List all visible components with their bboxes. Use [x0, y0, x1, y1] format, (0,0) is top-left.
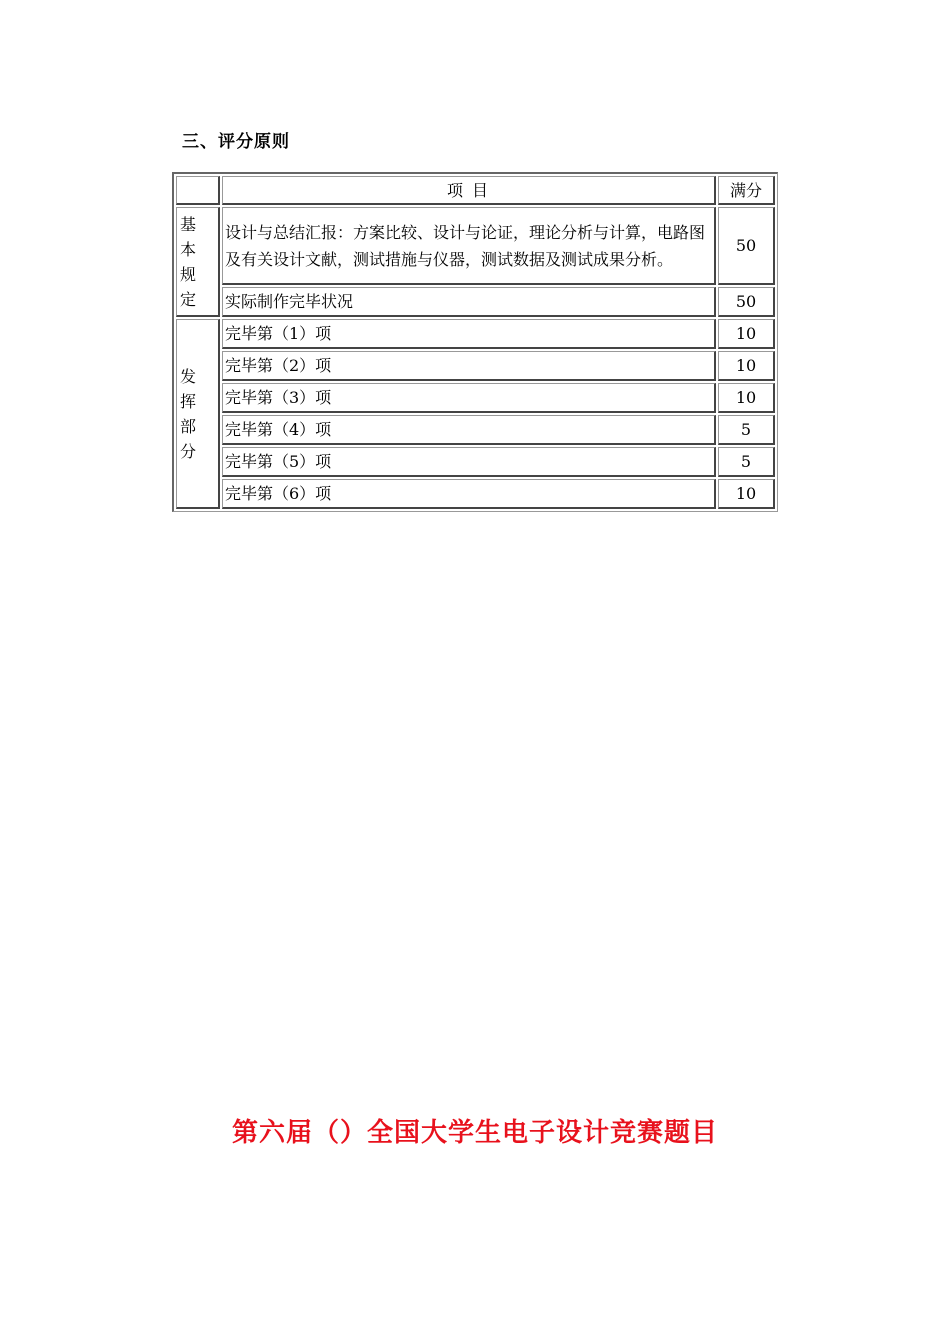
category-basic — [176, 207, 220, 317]
score-cell: 5 — [718, 447, 775, 477]
item-cell: 完毕第（6）项 — [222, 479, 716, 509]
score-cell: 5 — [718, 415, 775, 445]
item-cell: 完毕第（4）项 — [222, 415, 716, 445]
item-cell: 完毕第（5）项 — [222, 447, 716, 477]
item-cell: 完毕第（1）项 — [222, 319, 716, 349]
table-row — [176, 351, 775, 381]
item-cell: 设计与总结汇报：方案比较、设计与论证，理论分析与计算，电路图及有关设计文献，测试措施与仪器，测试数据及测试成果分析。 — [222, 207, 716, 285]
table-header-row — [176, 176, 775, 205]
header-item: 项 目 — [222, 176, 716, 205]
category-label: 发挥部分 — [180, 366, 197, 461]
section-heading: 三、评分原则 — [182, 132, 290, 152]
table-row — [176, 287, 775, 317]
scoring-table — [172, 172, 778, 512]
table-row — [176, 383, 775, 413]
score-cell: 10 — [718, 319, 775, 349]
score-cell: 50 — [718, 287, 775, 317]
header-score: 满分 — [718, 176, 775, 205]
table-row — [176, 415, 775, 445]
table-row — [176, 207, 775, 285]
score-cell: 10 — [718, 479, 775, 509]
category-extended — [176, 319, 220, 509]
item-cell: 实际制作完毕状况 — [222, 287, 716, 317]
score-cell: 10 — [718, 383, 775, 413]
item-cell: 完毕第（3）项 — [222, 383, 716, 413]
item-cell: 完毕第（2）项 — [222, 351, 716, 381]
header-blank-cell — [176, 176, 220, 205]
table-row — [176, 479, 775, 509]
table-row — [176, 447, 775, 477]
score-cell: 50 — [718, 207, 775, 285]
category-label: 基本规定 — [180, 214, 197, 309]
competition-title: 第六届（）全国大学生电子设计竞赛题目 — [231, 1118, 718, 1148]
score-cell: 10 — [718, 351, 775, 381]
table-row — [176, 319, 775, 349]
